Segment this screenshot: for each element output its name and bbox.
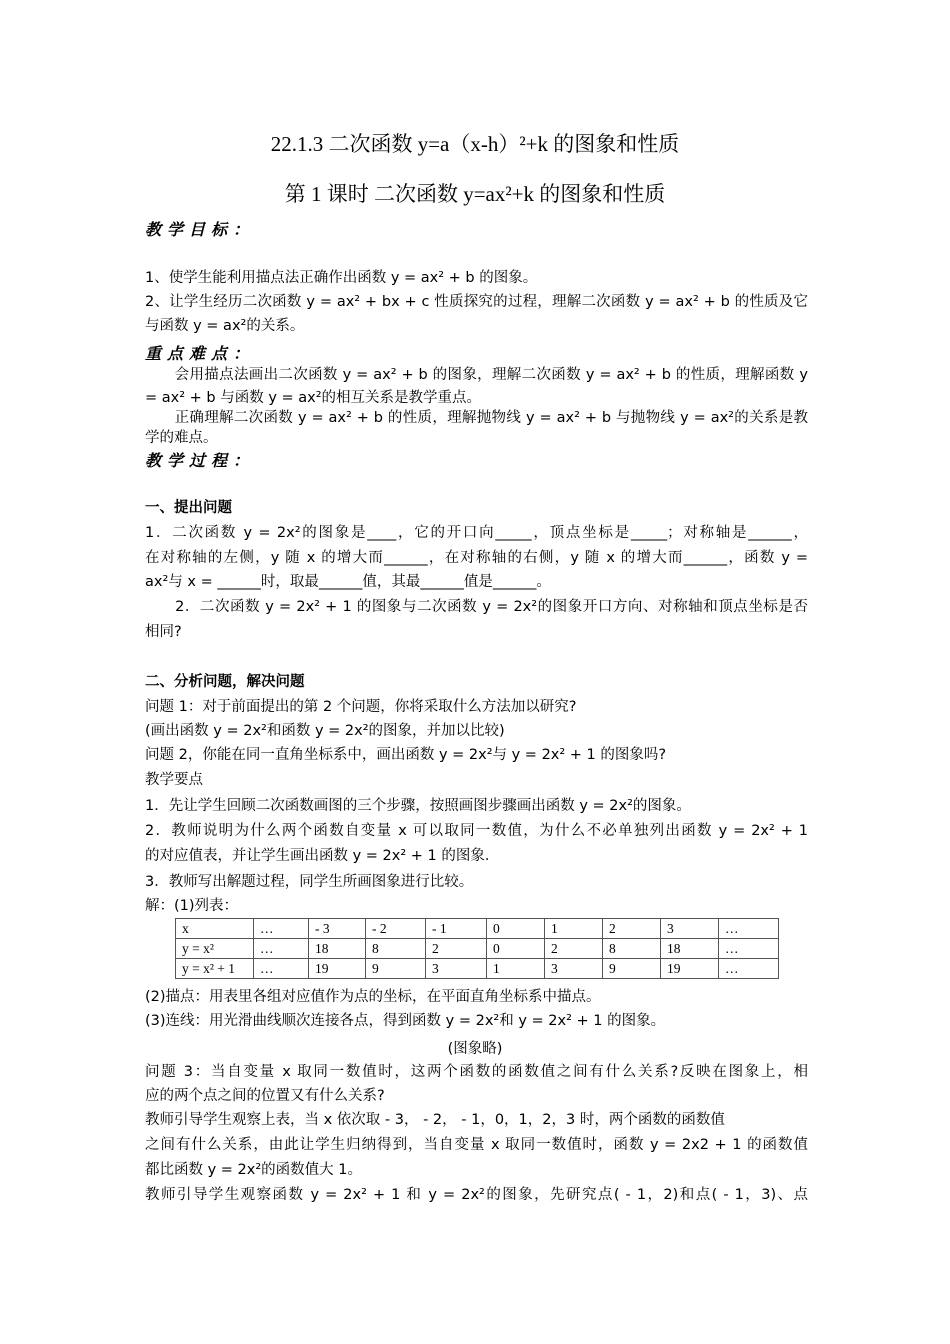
table-cell: … bbox=[254, 939, 309, 959]
figure-omitted-note: (图象略) bbox=[447, 1041, 503, 1057]
doc-title: 22.1.3 二次函数 y=a（x-h）²+k 的图象和性质 bbox=[270, 132, 680, 156]
after-line: (3)连线：用光滑曲线顺次连接各点，得到函数 y = 2x²和 y = 2x² + 1 的图象。 bbox=[145, 1013, 666, 1029]
table-cell: 19 bbox=[661, 959, 719, 979]
table-cell: 8 bbox=[366, 939, 426, 959]
table-cell: 3 bbox=[545, 959, 603, 979]
table-cell: 0 bbox=[487, 919, 545, 939]
table-cell: … bbox=[254, 919, 309, 939]
s1-line: 在对称轴的左侧，y 随 x 的增大而______，在对称轴的右侧，y 随 x 的增大而______，函数 y = bbox=[145, 550, 808, 566]
table-cell: 19 bbox=[309, 959, 366, 979]
s2-line: 教学要点 bbox=[145, 772, 203, 788]
table-cell: 2 bbox=[603, 919, 661, 939]
key-line: 会用描点法画出二次函数 y = ax² + b 的图象，理解二次函数 y = ax² + b 的性质，理解函数 y bbox=[145, 367, 808, 383]
goals-heading: 教学目标： bbox=[145, 220, 256, 239]
table-cell: 9 bbox=[603, 959, 661, 979]
table-cell: x bbox=[176, 919, 254, 939]
value-table bbox=[175, 918, 779, 979]
table-cell: 9 bbox=[366, 959, 426, 979]
section1-heading: 一、提出问题 bbox=[145, 500, 232, 516]
s2-line: (画出函数 y = 2x²和函数 y = 2x²的图象，并加以比较) bbox=[145, 723, 505, 739]
table-cell: 8 bbox=[603, 939, 661, 959]
table-cell: - 3 bbox=[309, 919, 366, 939]
doc-subtitle: 第 1 课时 二次函数 y=ax²+k 的图象和性质 bbox=[284, 182, 666, 206]
after-line: 应的两个点之间的位置又有什么关系? bbox=[145, 1088, 385, 1104]
s2-line: 3．教师写出解题过程，同学生所画图象进行比较。 bbox=[145, 874, 474, 890]
key-line: 正确理解二次函数 y = ax² + b 的性质，理解抛物线 y = ax² + b 与抛物线 y = ax²的关系是教 bbox=[145, 410, 808, 426]
s2-line: 解：(1)列表： bbox=[145, 898, 239, 914]
table-cell: - 2 bbox=[366, 919, 426, 939]
table-cell: 2 bbox=[426, 939, 487, 959]
table-cell: 1 bbox=[545, 919, 603, 939]
table-cell: … bbox=[719, 959, 779, 979]
key-heading: 重点难点： bbox=[145, 344, 256, 363]
table-cell: - 1 bbox=[426, 919, 487, 939]
table-cell: y = x² + 1 bbox=[176, 959, 254, 979]
table-cell: 1 bbox=[487, 959, 545, 979]
table-row bbox=[176, 939, 779, 959]
goal-line: 1、使学生能利用描点法正确作出函数 y = ax² + b 的图象。 bbox=[145, 270, 538, 286]
section2-heading: 二、分析问题，解决问题 bbox=[145, 674, 305, 690]
table-cell: … bbox=[719, 919, 779, 939]
after-line: (2)描点：用表里各组对应值作为点的坐标，在平面直角坐标系中描点。 bbox=[145, 989, 601, 1005]
key-line: = ax² + b 与函数 y = ax²的相互关系是教学重点。 bbox=[145, 390, 482, 406]
s1-line: 相同? bbox=[145, 624, 182, 640]
table-cell: 2 bbox=[545, 939, 603, 959]
s2-line: 2．教师说明为什么两个函数自变量 x 可以取同一数值，为什么不必单独列出函数 y = 2x² + 1 bbox=[145, 823, 808, 839]
s2-line: 1．先让学生回顾二次函数画图的三个步骤，按照画图步骤画出函数 y = 2x²的图象。 bbox=[145, 798, 691, 814]
after-line: 都比函数 y = 2x²的函数值大 1。 bbox=[145, 1162, 363, 1178]
table-cell: … bbox=[719, 939, 779, 959]
process-heading: 教学过程： bbox=[145, 451, 256, 470]
s1-line: 2．二次函数 y = 2x² + 1 的图象与二次函数 y = 2x²的图象开口方向、对称轴和顶点坐标是否 bbox=[145, 599, 808, 615]
table-cell: 0 bbox=[487, 939, 545, 959]
goal-line: 与函数 y = ax²的关系。 bbox=[145, 318, 305, 334]
after-line: 问题 3：当自变量 x 取同一数值时，这两个函数的函数值之间有什么关系?反映在图象上，相 bbox=[145, 1064, 808, 1080]
s2-line: 问题 2，你能在同一直角坐标系中，画出函数 y = 2x²与 y = 2x² + 1 的图象吗? bbox=[145, 747, 667, 763]
after-line: 教师引导学生观察上表，当 x 依次取 - 3， - 2， - 1，0，1，2，3 时，两个函数的函数值 bbox=[145, 1112, 725, 1128]
s1-line: 1．二次函数 y = 2x²的图象是____，它的开口向_____，顶点坐标是_____；对称轴是______， bbox=[145, 525, 808, 541]
table-cell: 18 bbox=[661, 939, 719, 959]
table-cell: … bbox=[254, 959, 309, 979]
table-cell: 18 bbox=[309, 939, 366, 959]
after-line: 之间有什么关系，由此让学生归纳得到，当自变量 x 取同一数值时，函数 y = 2x2 + 1 的函数值 bbox=[145, 1137, 808, 1153]
table-cell: 3 bbox=[426, 959, 487, 979]
s2-line: 问题 1：对于前面提出的第 2 个问题，你将采取什么方法加以研究? bbox=[145, 699, 577, 715]
after-line: 教师引导学生观察函数 y = 2x² + 1 和 y = 2x²的图象，先研究点( - 1，2)和点( - 1，3)、点 bbox=[145, 1187, 808, 1203]
s2-line: 的对应值表，并让学生画出函数 y = 2x² + 1 的图象． bbox=[145, 848, 500, 864]
table-row bbox=[176, 959, 779, 979]
key-line: 学的难点。 bbox=[145, 430, 218, 446]
table-row bbox=[176, 919, 779, 939]
table-cell: y = x² bbox=[176, 939, 254, 959]
table-cell: 3 bbox=[661, 919, 719, 939]
s1-line: ax²与 x = ______时，取最______值，其最______值是______。 bbox=[145, 574, 551, 590]
goal-line: 2、让学生经历二次函数 y = ax² + bx + c 性质探究的过程，理解二次函数 y = ax² + b 的性质及它 bbox=[145, 294, 808, 310]
